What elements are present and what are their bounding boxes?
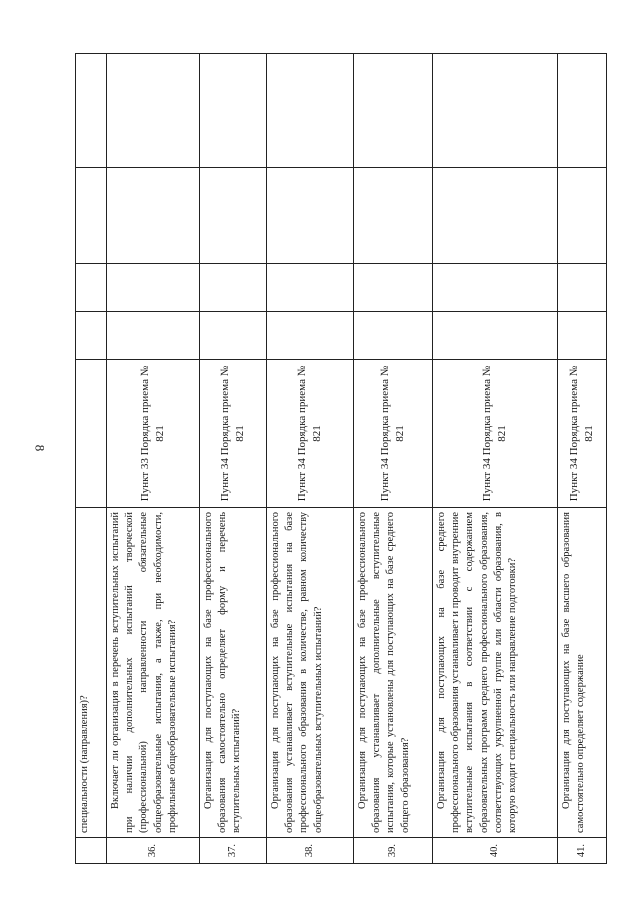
answer-cell	[267, 264, 354, 312]
question-text: Включает ли организация в перечень вступительных испытаний при наличии дополнительных испытаний творческой (профессиональной) направленности обязательные общеобразовательные испытания, а также, при необходимости, профильные общеобразовательные испытания?	[110, 512, 178, 833]
answer-cell	[200, 312, 267, 360]
reference-cell: Пункт 34 Порядка приема № 821	[354, 360, 433, 508]
answer-cell	[200, 264, 267, 312]
answer-cell	[107, 264, 200, 312]
question-cell	[354, 508, 433, 838]
row-number: 40.	[433, 838, 558, 864]
reference-cell: Пункт 33 Порядка приема № 821	[107, 360, 200, 508]
table-row	[433, 54, 558, 864]
answer-cell	[267, 312, 354, 360]
question-text: Организация для поступающих на базе среднего профессионального образования устанавливает и проводит внутренние вступительные испытания в соответствии с содержанием образовательных программ среднего профессионального образования, соответствующих укрупненной группе или области образования, в которую входит специальность или направление подготовки?	[436, 512, 518, 833]
question-text: Организация для поступающих на базе профессионального образования самостоятельно определяет форму и перечень вступительных испытаний?	[203, 512, 243, 833]
answer-cell	[433, 168, 558, 264]
answer-cell	[354, 168, 433, 264]
answer-cell	[558, 312, 607, 360]
reference-cell	[76, 360, 107, 508]
table-row	[76, 54, 107, 864]
table-row	[200, 54, 267, 864]
answer-cell	[76, 312, 107, 360]
row-number: 39.	[354, 838, 433, 864]
answer-cell	[267, 168, 354, 264]
reference-cell: Пункт 34 Порядка приема № 821	[433, 360, 558, 508]
answer-cell	[107, 168, 200, 264]
table-row	[558, 54, 607, 864]
rotated-table-wrapper	[75, 54, 595, 864]
answer-cell	[107, 312, 200, 360]
question-text: Организация для поступающих на базе профессионального образования устанавливает вступительные испытания на базе профессионального образования в количестве, равном количеству общеобразовательных вступительных испытаний?	[270, 512, 324, 833]
table-row	[267, 54, 354, 864]
answer-cell	[354, 312, 433, 360]
answer-cell	[267, 54, 354, 168]
row-number: 36.	[107, 838, 200, 864]
row-number: 38.	[267, 838, 354, 864]
question-cell	[200, 508, 267, 838]
table-body	[76, 54, 607, 864]
question-cell	[267, 508, 354, 838]
table-row	[354, 54, 433, 864]
question-text: специальности (направления)?	[79, 695, 90, 833]
row-number: 37.	[200, 838, 267, 864]
answer-cell	[558, 54, 607, 168]
question-cell	[433, 508, 558, 838]
question-text: Организация для поступающих на базе профессионального образования устанавливает дополнительные вступительные испытания, которые установлены для поступающих на базе среднего общего образования?	[357, 512, 411, 833]
question-text: Организация для поступающих на базе высшего образования самостоятельно определяет содержание	[561, 512, 587, 833]
answer-cell	[558, 264, 607, 312]
answer-cell	[76, 264, 107, 312]
answer-cell	[433, 312, 558, 360]
answer-cell	[107, 54, 200, 168]
reference-cell: Пункт 34 Порядка приема № 821	[558, 360, 607, 508]
answer-cell	[433, 264, 558, 312]
answer-cell	[200, 168, 267, 264]
page-number: 8	[32, 444, 48, 452]
reference-cell: Пункт 34 Порядка приема № 821	[200, 360, 267, 508]
question-cell	[558, 508, 607, 838]
table-row	[107, 54, 200, 864]
row-number: 41.	[558, 838, 607, 864]
answer-cell	[354, 264, 433, 312]
answer-cell	[76, 54, 107, 168]
answer-cell	[200, 54, 267, 168]
checklist-table	[75, 53, 607, 864]
row-number	[76, 838, 107, 864]
answer-cell	[354, 54, 433, 168]
answer-cell	[558, 168, 607, 264]
answer-cell	[433, 54, 558, 168]
question-cell	[107, 508, 200, 838]
answer-cell	[76, 168, 107, 264]
question-cell	[76, 508, 107, 838]
reference-cell: Пункт 34 Порядка приема № 821	[267, 360, 354, 508]
